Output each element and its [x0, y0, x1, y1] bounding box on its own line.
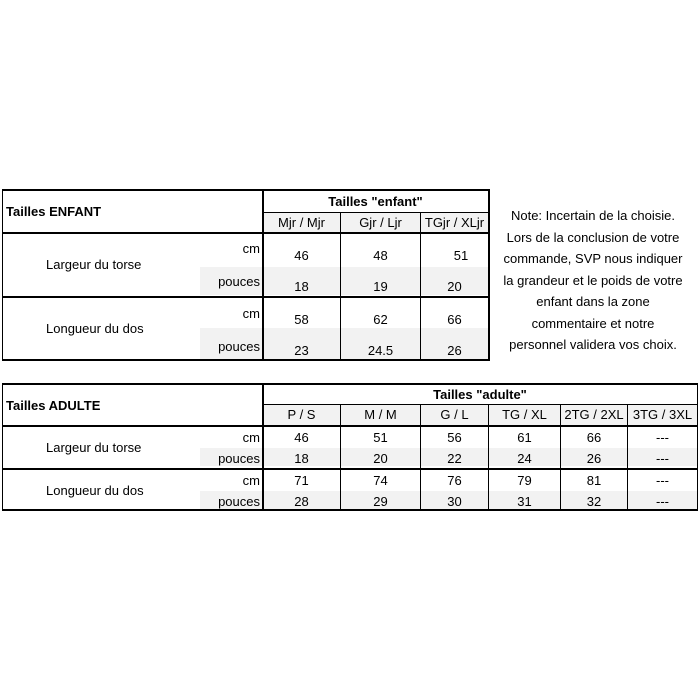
- size-note: [490, 205, 696, 356]
- child-size-header: Gjr / Ljr: [359, 215, 402, 230]
- unit-label: cm: [242, 241, 260, 256]
- table-cell: 76: [447, 473, 462, 488]
- table-cell: 20: [373, 451, 388, 466]
- table-cell: 18: [294, 451, 309, 466]
- table-cell: ---: [656, 494, 669, 509]
- table-cell: 26: [586, 451, 602, 466]
- table-cell: 56: [447, 430, 462, 445]
- child-section-label: Tailles ENFANT: [6, 204, 102, 219]
- unit-label: cm: [242, 306, 260, 321]
- table-cell: 81: [586, 473, 602, 488]
- note-line: enfant dans la zone: [536, 294, 650, 309]
- table-cell: 26: [447, 343, 462, 358]
- unit-label: pouces: [218, 274, 260, 289]
- table-cell: 51: [373, 430, 388, 445]
- unit-label: cm: [242, 430, 260, 445]
- unit-label: cm: [242, 473, 260, 488]
- note-line: Note: Incertain de la choisie.: [510, 208, 676, 223]
- table-cell: 22: [447, 451, 462, 466]
- adult-group-header: Tailles "adulte": [433, 387, 527, 402]
- table-cell: ---: [656, 473, 669, 488]
- table-cell: 46: [294, 430, 309, 445]
- child-group-header: Tailles "enfant": [328, 194, 423, 209]
- unit-label: pouces: [218, 339, 260, 354]
- table-cell: 23: [294, 343, 309, 358]
- measure-label: Longueur du dos: [46, 483, 144, 498]
- table-cell: 28: [294, 494, 309, 509]
- note-line: la grandeur et le poids de votre: [503, 272, 683, 288]
- table-cell: ---: [656, 430, 669, 445]
- unit-label: pouces: [218, 451, 260, 466]
- table-cell: 74: [373, 473, 388, 488]
- table-cell: 24: [517, 451, 532, 466]
- adult-section-label: Tailles ADULTE: [6, 398, 101, 413]
- unit-label: pouces: [218, 494, 260, 509]
- table-cell: 48: [373, 248, 388, 263]
- table-cell: 62: [373, 312, 388, 327]
- measure-label: Longueur du dos: [46, 321, 144, 336]
- table-cell: 61: [517, 430, 532, 445]
- note-line: Lors de la conclusion de votre: [506, 229, 680, 245]
- table-cell: 20: [447, 279, 462, 294]
- table-cell: 79: [517, 473, 532, 488]
- note-line: commentaire et notre: [531, 315, 655, 331]
- measure-label: Largeur du torse: [46, 440, 142, 455]
- table-cell: 29: [373, 494, 388, 509]
- table-cell: 46: [294, 248, 309, 263]
- adult-size-header: 3TG / 3XL: [632, 407, 693, 422]
- table-cell: 32: [586, 494, 602, 509]
- adult-size-header: 2TG / 2XL: [564, 407, 624, 422]
- adult-size-header: P / S: [287, 407, 316, 422]
- table-cell: 18: [294, 279, 309, 294]
- table-cell: 58: [294, 312, 309, 327]
- adult-size-header: TG / XL: [502, 407, 547, 422]
- child-size-header: TGjr / XLjr: [424, 215, 485, 230]
- table-cell: ---: [656, 451, 669, 466]
- table-cell: 66: [447, 312, 462, 327]
- table-cell: 71: [294, 473, 309, 488]
- table-cell: 30: [447, 494, 462, 509]
- table-cell: 51: [453, 248, 469, 263]
- table-cell: 66: [586, 430, 602, 445]
- note-line: personnel validera vos choix.: [509, 337, 677, 352]
- measure-label: Largeur du torse: [46, 257, 142, 272]
- table-cell: 31: [517, 494, 532, 509]
- adult-size-header: M / M: [364, 407, 397, 422]
- table-cell: 24.5: [367, 343, 394, 358]
- child-size-header: Mjr / Mjr: [278, 215, 325, 230]
- table-cell: 19: [373, 279, 388, 294]
- note-line: commande, SVP nous indiquer: [503, 251, 683, 266]
- adult-size-header: G / L: [440, 407, 469, 422]
